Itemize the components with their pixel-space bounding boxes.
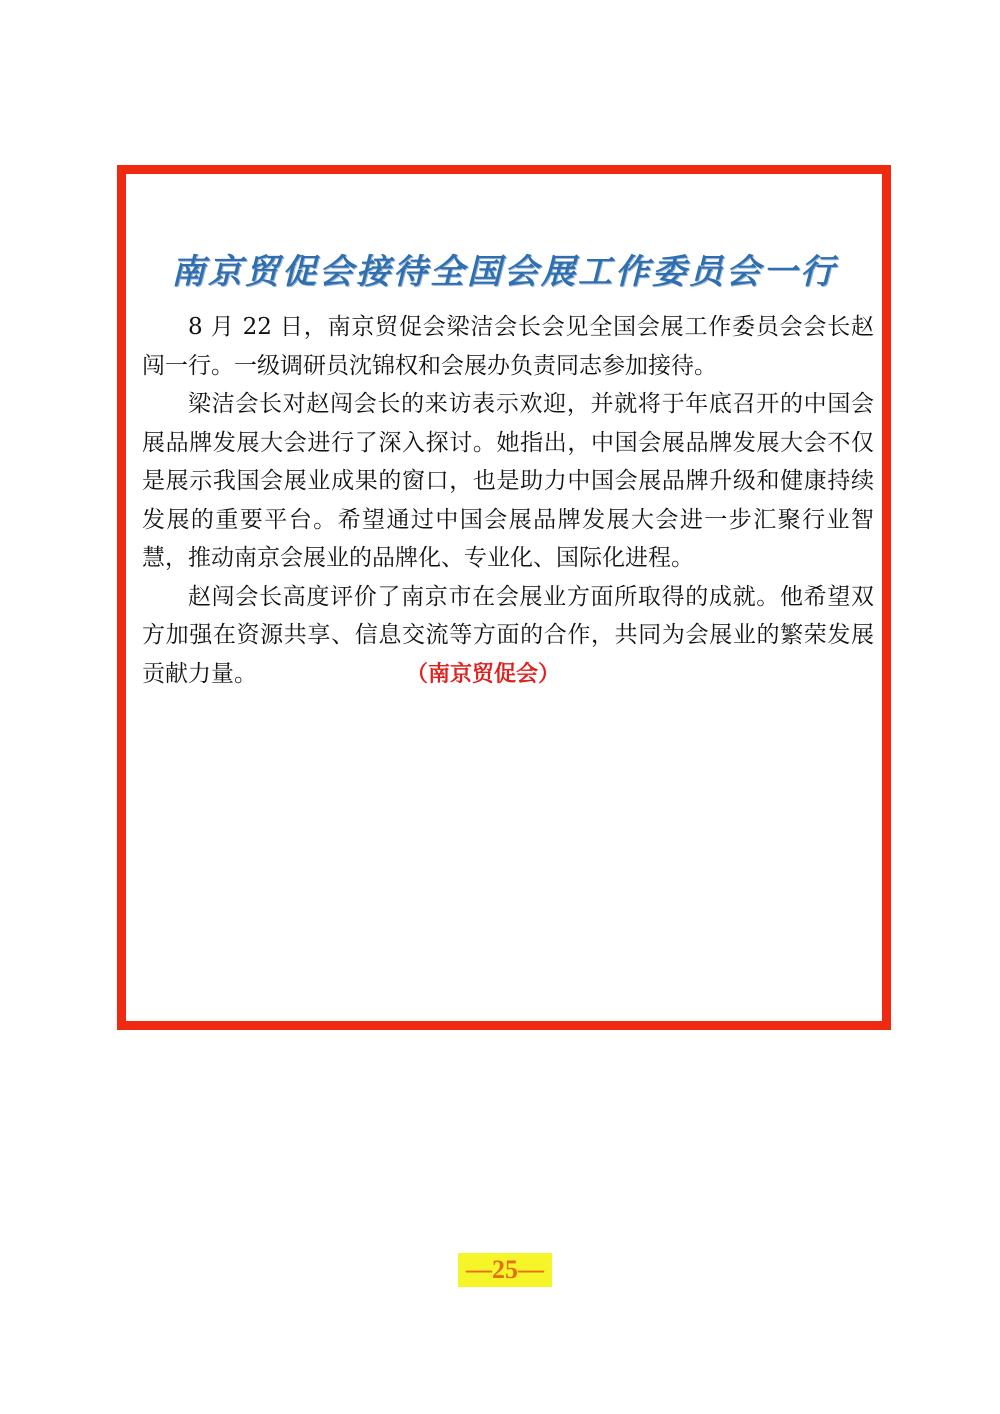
paragraph-1: 8 月 22 日，南京贸促会梁洁会长会见全国会展工作委员会会长赵闯一行。一级调研员沈锦权和会展办负责同志参加接待。 bbox=[142, 314, 874, 379]
paragraph-3 bbox=[142, 578, 874, 694]
article-source: （南京贸促会） bbox=[417, 660, 561, 687]
article-body bbox=[142, 308, 874, 693]
page-frame bbox=[117, 165, 891, 1030]
paragraph-2: 梁洁会长对赵闯会长的来访表示欢迎，并就将于年底召开的中国会展品牌发展大会进行了深入探讨。她指出，中国会展品牌发展大会不仅是展示我国会展业成果的窗口，也是助力中国会展品牌升级和健康持续发展的重要平台。希望通过中国会展品牌发展大会进一步汇聚行业智慧，推动南京会展业的品牌化、专业化、国际化进程。 bbox=[142, 391, 874, 571]
page-number: —25— bbox=[458, 1253, 552, 1287]
article-title: 南京贸促会接待全国会展工作委员会一行 bbox=[171, 252, 837, 292]
paragraph-3-text: 赵闯会长高度评价了南京市在会展业方面所取得的成就。他希望双方加强在资源共享、信息交流等方面的合作，共同为会展业的繁荣发展贡献力量。 bbox=[142, 583, 874, 687]
